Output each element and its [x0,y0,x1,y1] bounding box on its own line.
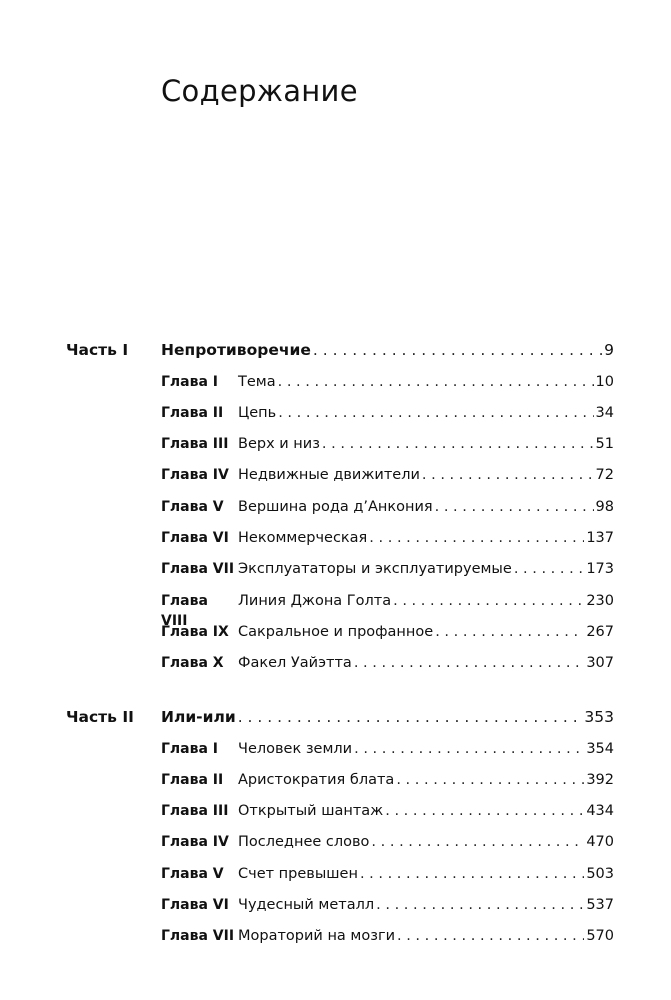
chapter-label: Глава II [161,771,224,788]
page-title: Содержание [161,74,358,108]
chapter-title: Счет превышен [238,865,358,882]
dot-leader [354,739,584,759]
toc-chapter-row[interactable] [66,895,614,926]
page-number: 230 [586,592,614,609]
chapter-title: Аристократия блата [238,771,395,788]
chapter-title: Цепь [238,404,277,421]
chapter-title: Мораторий на мозги [238,928,395,945]
part-title: Или-или [161,708,236,726]
page-number: 137 [586,529,614,546]
toc-chapter-row[interactable] [66,559,614,590]
dot-leader [396,770,584,790]
chapter-label: Глава VII [161,561,235,578]
chapter-title: Факел Уайэтта [238,655,352,672]
chapter-label: Глава I [161,740,219,757]
dot-leader [435,497,594,517]
page-number: 470 [586,834,614,851]
toc-part [66,707,614,958]
toc-chapter-row[interactable] [66,832,614,863]
toc-chapter-row[interactable] [66,528,614,559]
dot-leader [397,926,584,946]
toc-chapter-row[interactable] [66,622,614,653]
dot-leader [278,372,594,392]
toc-chapter-row[interactable] [66,372,614,403]
toc-chapter-row[interactable] [66,739,614,770]
page-number: 570 [586,928,614,945]
dot-leader [354,653,585,673]
page-number: 173 [586,561,614,578]
page-number: 34 [595,404,614,421]
page-number: 354 [586,740,614,757]
page-number: 98 [595,498,614,515]
dot-leader [238,707,583,727]
chapter-label: Глава IX [161,623,229,640]
chapter-label: Глава V [161,865,224,882]
dot-leader [514,559,585,579]
chapter-label: Глава III [161,803,229,820]
dot-leader [313,340,602,360]
chapter-title: Человек земли [238,740,353,757]
chapter-label: Глава X [161,655,224,672]
dot-leader [278,403,593,423]
dot-leader [322,434,594,454]
chapter-title: Последнее слово [238,834,370,851]
chapter-label: Глава I [161,373,219,390]
chapter-title: Недвижные движители [238,467,420,484]
chapter-title: Чудесный металл [238,896,375,913]
toc-part-row[interactable] [66,707,614,739]
toc-part-row[interactable] [66,340,614,372]
chapter-title: Тема [238,373,276,390]
page-number: 537 [586,896,614,913]
chapter-label: Глава VIII [161,592,208,629]
toc-chapter-row[interactable] [66,403,614,434]
dot-leader [393,591,584,611]
toc-chapter-row[interactable] [66,465,614,496]
toc-chapter-row[interactable] [66,770,614,801]
toc-chapter-row[interactable] [66,653,614,684]
chapter-label: Глава VII [161,928,235,945]
dot-leader [371,832,584,852]
chapter-label: Глава IV [161,467,229,484]
chapter-title: Открытый шантаж [238,803,384,820]
toc-chapter-row[interactable] [66,434,614,465]
chapter-title: Верх и низ [238,436,320,453]
chapter-label: Глава IV [161,834,229,851]
page-number: 434 [586,803,614,820]
chapter-label: Глава II [161,404,224,421]
page-number: 307 [586,655,614,672]
page-number: 9 [604,341,614,359]
dot-leader [369,528,584,548]
chapter-title: Вершина рода д’Анкония [238,498,433,515]
dot-leader [422,465,594,485]
page-number: 503 [586,865,614,882]
dot-leader [376,895,584,915]
page-number: 51 [595,436,614,453]
page-number: 392 [586,771,614,788]
chapter-label: Глава VI [161,896,229,913]
part-label: Часть II [66,708,134,726]
page-number: 72 [595,467,614,484]
part-label: Часть I [66,341,129,359]
chapter-label: Глава V [161,498,224,515]
dot-leader [385,801,584,821]
toc-chapter-row[interactable] [66,801,614,832]
chapter-title: Сакральное и профанное [238,623,434,640]
chapter-label: Глава VI [161,529,229,546]
chapter-title: Некоммерческая [238,529,368,546]
page-number: 267 [586,623,614,640]
toc-part [66,340,614,684]
chapter-label: Глава III [161,436,229,453]
page-number: 10 [595,373,614,390]
chapter-title: Эксплуататоры и эксплуатируемые [238,561,512,578]
toc-chapter-row[interactable] [66,591,614,629]
part-title: Непротиворечие [161,341,311,359]
chapter-title: Линия Джона Голта [238,592,392,609]
toc-chapter-row[interactable] [66,926,614,957]
toc-chapter-row[interactable] [66,864,614,895]
dot-leader [435,622,584,642]
page-number: 353 [584,708,614,726]
toc-chapter-row[interactable] [66,497,614,528]
dot-leader [360,864,584,884]
